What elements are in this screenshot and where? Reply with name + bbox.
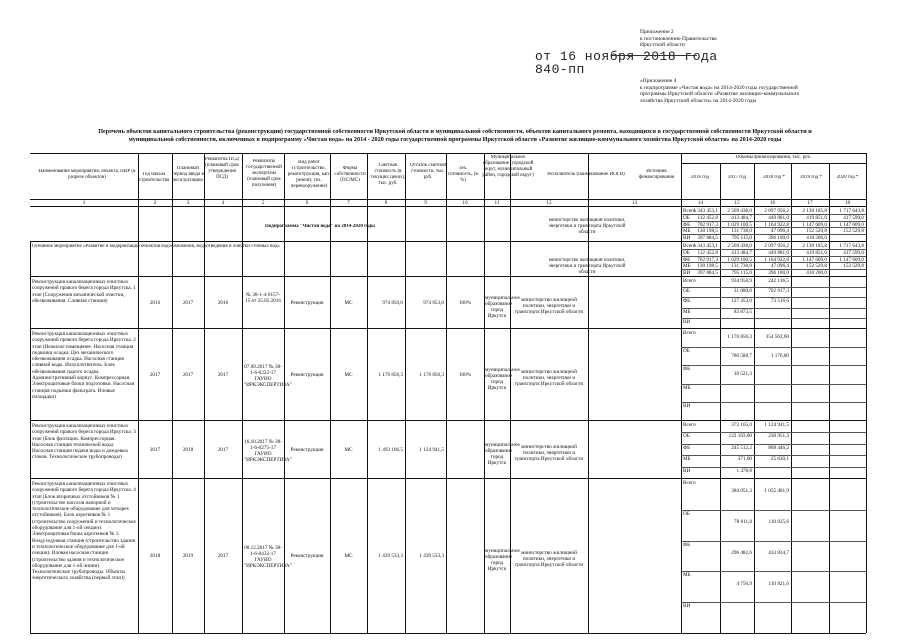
funding-value: 2 097 956,2 xyxy=(764,243,789,249)
object-expertise: 07.09.2017 № 38-1-6-0222-17 ГАУИО "ИРКЭКСПЕРТИЗА" xyxy=(244,363,292,388)
appendix-line: к постановлению Правительства xyxy=(640,35,717,42)
col-header-source: Источник финансирования xyxy=(638,169,675,180)
document-title xyxy=(30,128,880,144)
source-label: МБ xyxy=(683,572,691,579)
funding-value: 152 529,8 xyxy=(843,263,864,270)
object-work-type: Реконструкция xyxy=(290,446,324,453)
funding-value: 73 516,6 xyxy=(770,298,789,305)
funding-value: 371,00 xyxy=(737,456,752,463)
funding-value: 130 198,5 xyxy=(697,228,718,235)
funding-value: 410 200,0 xyxy=(806,235,827,242)
object-start-year: 2016 xyxy=(149,299,161,306)
appendix-line: Иркутской области xyxy=(640,42,685,48)
funding-value: 2 569 438,0 xyxy=(727,208,752,214)
column-number: 6 xyxy=(305,200,309,206)
source-label: ФБ xyxy=(683,366,691,373)
object-municipality: муниципальное образование город Иркутск xyxy=(485,294,520,319)
funding-value: 2 569 438,0 xyxy=(727,243,752,249)
column-number: 8 xyxy=(384,200,388,206)
object-municipality: муниципальное образование город Иркутск xyxy=(485,548,520,572)
object-readiness: 100% xyxy=(458,299,472,306)
funding-value: 78 811,8 xyxy=(734,519,752,526)
object-expertise: 16.10.2017 № 38-1-6-0275-17 ГАУИО "ИРКЭКСПЕРТИЗА" xyxy=(244,438,292,463)
funding-value: 1 717 643,8 xyxy=(839,243,864,249)
source-label: ВИ xyxy=(683,270,691,277)
funding-value: 1 147 609,0 xyxy=(839,221,864,228)
object-work-type: Реконструкция xyxy=(290,371,324,378)
funding-value: 1 029 100,5 xyxy=(727,221,752,228)
source-label: Всего xyxy=(683,278,696,284)
object-rest: 1 439 533,3 xyxy=(419,553,444,559)
funding-value: 1 164 922,8 xyxy=(764,221,789,228)
subprogram-label: Подпрограмма "Чистая вода" на 2014-2020 годы xyxy=(264,224,376,229)
column-number: 15 xyxy=(734,200,740,206)
funding-value: 417 599,0 xyxy=(843,249,864,256)
column-number: 10 xyxy=(462,200,468,206)
funding-value: 417 599,0 xyxy=(843,214,864,221)
column-number: 2 xyxy=(153,200,157,206)
source-label: ФБ xyxy=(683,541,691,548)
column-number: 3 xyxy=(186,200,190,206)
column-number: 16 xyxy=(769,200,776,206)
funding-value: 449 881,0 xyxy=(768,214,789,221)
object-name: Реконструкция канализационных очистных сооружений правого берега города Иркутска. 1 этап (Сооружения механической очистки, обезвоживания. Сливная станция) xyxy=(32,279,136,304)
source-label: МБ xyxy=(683,263,691,270)
col-header-rest: Остаток сметной стоимости, тыс. руб. xyxy=(409,163,447,180)
funding-value: 419 851,0 xyxy=(806,214,827,221)
object-name: Реконструкция канализационных очистных сооружений правого берега города Иркутска. 3 этап (Блок флотации. Компрессорная. Насосная станция технической воды. Насосная станция подачи воды и дождевых стоков. Технологические трубопроводы) xyxy=(32,423,136,461)
source-label: ВИ xyxy=(683,467,691,474)
object-municipality: муниципальное образование город Иркутск xyxy=(485,441,520,466)
funding-value: 1 147 609,0 xyxy=(802,256,827,263)
subprogram-executor: министерство жилищной политики, энергетики и транспорта Иркутской области xyxy=(548,218,626,235)
object-municipality: муниципальное образование город Иркутск xyxy=(485,366,520,391)
object-expertise: 08.12.2017 № 38-1-6-0432-17 ГАУИО "ИРКЭКСПЕРТИЗА" xyxy=(244,545,292,569)
funding-value: 1 717 643,8 xyxy=(839,208,864,214)
col-header-psd: Реквизиты ПСД (плановый срок утверждения ПСД) xyxy=(205,157,239,180)
appendix-line: Приложение 2 xyxy=(640,29,674,35)
column-number: 11 xyxy=(494,200,500,206)
object-end-year: 2017 xyxy=(182,299,194,306)
source-label: МБ xyxy=(683,456,691,463)
funding-value: 1 147 609,0 xyxy=(802,221,827,228)
col-header-start: Год начала строительства xyxy=(138,172,170,183)
source-label: МБ xyxy=(683,308,691,315)
stamp-date: от 16 ноября 2018 года xyxy=(535,49,718,64)
appendix-block xyxy=(640,29,840,49)
object-rest: 1 176 856,3 xyxy=(419,371,444,378)
object-executor: министерство жилищной политики, энергетики и транспорта Иркутской области xyxy=(514,550,584,568)
object-executor: министерство жилищной политики, энергетики и транспорта Иркутской области xyxy=(514,368,584,387)
object-start-year: 2017 xyxy=(149,371,161,378)
source-label: ОБ xyxy=(683,433,690,440)
funding-value: 934 958,9 xyxy=(731,278,752,284)
col-header-2017: 2017 год xyxy=(727,175,747,180)
funding-value: 1 478,8 xyxy=(736,467,752,474)
funding-value: 31 080,0 xyxy=(733,288,752,295)
object-start-year: 2018 xyxy=(149,553,161,559)
object-cost: 1 176 856,3 xyxy=(378,371,403,378)
funding-value: 112 452,8 xyxy=(697,214,718,221)
column-number: 5 xyxy=(261,200,265,206)
funding-value: 242 136,5 xyxy=(768,278,789,284)
object-cost: 974 850,0 xyxy=(382,299,403,306)
funding-value: 152 529,8 xyxy=(806,263,827,270)
column-number: 12 xyxy=(546,200,552,206)
title-line: муниципальной собственности, включенных в подпрограмму «Чистая вода» на 2014 - 2020 годы государственной программы Иркутской области «Развитие жилищно-коммунального хозяйства Иркутской области» на 2014-2020 годы xyxy=(128,136,782,143)
appendix4-line: к подпрограмме «Чистая вода» на 2014-2020 годы государственной xyxy=(640,84,798,91)
appendix4-block xyxy=(640,78,900,104)
source-label: ОБ xyxy=(683,510,690,517)
col-header-cost: Сметная стоимость (в текущих ценах), тыс. руб. xyxy=(370,163,406,186)
funding-value: 449 881,0 xyxy=(768,249,789,256)
funding-value: 1 147 609,0 xyxy=(839,256,864,263)
funding-value: 702 917,3 xyxy=(697,256,718,263)
funding-value: 25 630,1 xyxy=(770,456,789,463)
event-executor: министерство жилищной политики, энергетики и транспорта Иркутской области xyxy=(548,258,626,275)
funding-value: 419 851,0 xyxy=(806,249,827,256)
source-label: ОБ xyxy=(683,348,690,355)
funding-value: 795 115,0 xyxy=(731,235,752,242)
col-header-name: Наименование мероприятия, объекта, ПИР (в разрезе объектов) xyxy=(38,169,136,180)
funding-value: 1 029 100,5 xyxy=(727,256,752,263)
object-name: Реконструкция канализационных очистных сооружений правого берега города Иркутска. 4 этап (Блок вторичных отстойников № 1 (строительство насосов напорной и технологическое оборудование для четырех отстойников). Блок аэротенков № 1 (строительство сооружений и технологическое оборудование для 1-ой секции). Электрощитовая блока аэротенков № 1. Воздуходувная станция (строительство здания и технологическое оборудование для 1-ой секции). Иловая насосная станция (строительство здания и технологическое оборудование для 1-ой линии). Технологические трубопроводы. Объекты энергетического хозяйства (первый этап)) xyxy=(32,481,136,582)
col-header-2019: 2019 год * xyxy=(800,175,822,180)
appendix4-line: «Приложение 4 xyxy=(640,78,677,84)
column-number: 14 xyxy=(697,200,704,206)
col-header-expert: Реквизиты государственной экспертизы (плановый срок получения) xyxy=(246,159,282,188)
source-label: Всего xyxy=(683,480,696,486)
funding-value: 2 130 185,8 xyxy=(802,243,827,249)
title-line: Перечень объектов капитального строительства (реконструкции) государственной собственности Иркутской области и муниципальной собственности, объектов капитального ремонта, находящихся в государственной собственности Иркутской области и xyxy=(98,128,812,135)
funding-value: 122 103,00 xyxy=(728,433,752,440)
object-readiness: 100% xyxy=(458,371,472,378)
col-header-2016: 2016 год xyxy=(690,175,710,180)
funding-value: 413 484,7 xyxy=(731,214,752,221)
source-label: ВИ xyxy=(683,402,691,409)
appendix4-line: хозяйства Иркутской области» на 2014-2020 годы xyxy=(640,97,757,104)
source-label: ОБ xyxy=(683,214,690,221)
funding-value: 1 164 922,8 xyxy=(764,256,789,263)
appendix4-line: программы Иркутской области «Развитие жилищно-коммунального xyxy=(640,91,800,97)
object-psd: 2017 xyxy=(217,446,229,453)
source-label: ОБ xyxy=(683,249,690,256)
funding-value: 396 100,0 xyxy=(768,270,789,277)
object-end-year: 2017 xyxy=(182,371,194,378)
column-number: 7 xyxy=(347,200,350,206)
column-number: 13 xyxy=(631,200,638,206)
object-psd: 2016 xyxy=(217,299,229,306)
source-label: ФБ xyxy=(683,256,691,263)
funding-value: 396 100,0 xyxy=(768,235,789,242)
funding-value: 245 512,2 xyxy=(731,444,752,451)
object-work-type: Реконструкция xyxy=(290,299,324,306)
col-header-work: Вид работ (строительство, реконструкция, кап. ремонт, тех. перевооружение) xyxy=(287,160,331,189)
funding-value: 1 343 453,1 xyxy=(693,243,718,249)
col-header-volumes: Объемы финансирования, тыс. руб. xyxy=(735,155,812,160)
funding-value: 1 343 453,1 xyxy=(693,208,718,214)
event-label: Основное мероприятие «Развитие и модернизация объектов водоснабжения, водоотведения и очистки сточных вод» xyxy=(32,244,280,249)
object-ownership: МС xyxy=(344,446,353,453)
funding-value: 152 529,8 xyxy=(843,228,864,235)
funding-value: 110 825,6 xyxy=(768,519,789,526)
funding-value: 1 124 941,5 xyxy=(764,422,789,428)
funding-value: 868 446,2 xyxy=(768,444,789,451)
source-label: ВИ xyxy=(683,603,691,610)
col-header-ready: Тех. готовность, (в %) xyxy=(448,166,478,183)
funding-value: 47 096,4 xyxy=(770,228,789,235)
funding-value: 131 738,0 xyxy=(731,228,752,235)
object-name: Реконструкция канализационных очистных сооружений правого берега города Иркутска. 2 этап (Нежилое помещение. Насосная станция подкачки осадка. Цех механического обезвоживания осадка. Насосная станция сливной воды. Илоуплотнитель. Блок обезвоживания сырого осадка. Административный корпус. Компрессорная. Электрощитовые блоки подготовки. Насосная станция подкачки фильтрата. Иловые площадки) xyxy=(32,331,136,400)
source-label: МБ xyxy=(683,228,691,235)
object-executor: министерство жилищной политики, энергетики и транспорта Иркутской области xyxy=(514,296,584,315)
object-psd: 2017 xyxy=(217,371,229,378)
funding-value: 130 198,5 xyxy=(697,263,718,270)
funding-value: 1 055 481,9 xyxy=(764,488,789,495)
source-label: ВИ xyxy=(683,318,691,325)
object-end-year: 2019 xyxy=(182,553,194,559)
funding-value: 2 130 185,8 xyxy=(802,208,827,214)
funding-value: 410 200,0 xyxy=(806,270,827,277)
funding-value: 112 452,8 xyxy=(697,249,718,256)
source-label: ОБ xyxy=(683,288,690,295)
funding-value: 702 917,3 xyxy=(768,288,789,295)
funding-value: 372 165,0 xyxy=(731,422,752,428)
source-label: Всего xyxy=(683,330,696,336)
source-label: ФБ xyxy=(683,444,691,451)
funding-value: 413 484,7 xyxy=(731,249,752,256)
object-ownership: МС xyxy=(344,299,353,306)
funding-value: 127 453,0 xyxy=(731,298,752,305)
col-header-plan: Плановый период ввода в эксплуатацию xyxy=(172,166,204,183)
funding-value: 230 951,3 xyxy=(768,433,789,440)
col-header-mo: Муниципальное образование (городской округ, муниципальный район, городской округ) xyxy=(482,155,534,178)
source-label: ВИ xyxy=(683,235,691,242)
object-psd: 2017 xyxy=(217,553,229,559)
object-work-type: Реконструкция xyxy=(290,553,324,559)
object-end-year: 2018 xyxy=(182,446,194,453)
funding-value: 152 529,8 xyxy=(806,228,827,235)
funding-value: 384 051,3 xyxy=(731,488,752,495)
funding-value: 10 521,3 xyxy=(733,370,752,377)
object-ownership: МС xyxy=(344,371,353,378)
column-number: 17 xyxy=(807,200,813,206)
source-label: МБ xyxy=(683,384,691,391)
col-header-executor: Исполнитель (наименование ИОГВ) xyxy=(547,172,625,177)
col-header-form: Форма собственности (ОС/МС) xyxy=(334,166,366,183)
source-label: ФБ xyxy=(683,298,691,305)
funding-value: 795 115,0 xyxy=(731,270,752,277)
stamp-number: 840-пп xyxy=(535,62,585,77)
funding-value: 83 873,5 xyxy=(733,308,752,315)
object-rest: 974 853,0 xyxy=(423,299,444,306)
column-number: 9 xyxy=(424,200,427,206)
col-header-2018: 2018 год * xyxy=(763,175,785,180)
source-label: Всего xyxy=(683,422,696,428)
column-number: 1 xyxy=(82,200,86,206)
object-ownership: МС xyxy=(344,553,353,559)
source-label: Всего xyxy=(683,208,696,214)
object-executor: министерство жилищной политики, энергетики и транспорта Иркутской области xyxy=(514,443,584,462)
funding-value: 1 176,80 xyxy=(770,352,789,359)
funding-value: 296 482,6 xyxy=(731,549,752,556)
funding-value: 1 176 856,3 xyxy=(727,334,752,341)
funding-value: 397 884,5 xyxy=(697,235,718,242)
object-rest: 1 124 941,5 xyxy=(419,446,444,453)
funding-value: 4 756,9 xyxy=(736,580,752,587)
funding-value: 2 097 956,2 xyxy=(764,208,789,214)
column-number: 18 xyxy=(844,200,851,206)
funding-value: 702 917,3 xyxy=(697,221,718,228)
col-header-2020: 2020 год * xyxy=(836,175,859,180)
funding-value: 397 884,5 xyxy=(697,270,718,277)
object-cost: 1 493 106,5 xyxy=(378,446,403,453)
funding-value: 110 821,6 xyxy=(768,580,789,587)
column-number: 4 xyxy=(221,200,225,206)
object-start-year: 2017 xyxy=(149,446,161,453)
source-label: Всего xyxy=(683,243,696,249)
funding-value: 354 563,60 xyxy=(765,334,789,341)
funding-value: 433 834,7 xyxy=(768,549,789,556)
funding-value: 131 738,0 xyxy=(731,263,752,270)
funding-value: 780 588,7 xyxy=(731,352,752,359)
object-expertise: № 38-1-4-0157-15 от 25.05.2016 xyxy=(245,291,281,304)
object-cost: 1 439 533,3 xyxy=(378,553,403,559)
funding-value: 47 096,4 xyxy=(770,263,789,270)
source-label: ФБ xyxy=(683,221,691,228)
